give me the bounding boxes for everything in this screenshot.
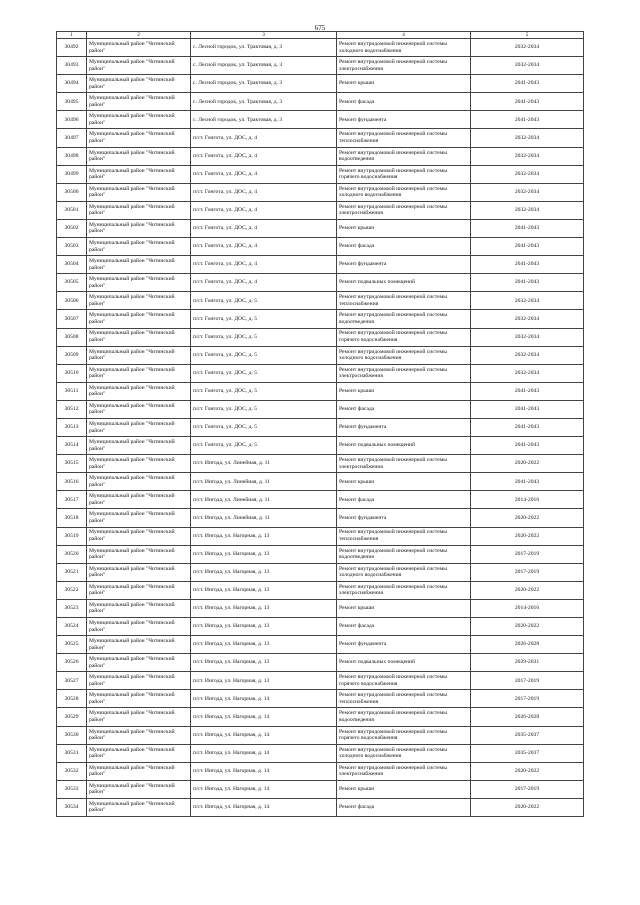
period-cell: 2020-2022 [471, 581, 584, 599]
table-row [57, 292, 584, 310]
work-type-cell: Ремонт внутридомовой инженерной системы теплоснабжения [337, 129, 471, 147]
work-type-cell: Ремонт внутридомовой инженерной системы электроснабжения [337, 364, 471, 382]
table-row [57, 798, 584, 816]
period-cell: 2032-2034 [471, 165, 584, 183]
row-number: 30498 [57, 147, 87, 165]
row-number: 30525 [57, 636, 87, 654]
work-type-cell: Ремонт внутридомовой инженерной системы теплоснабжения [337, 292, 471, 310]
row-number: 30534 [57, 798, 87, 816]
address-cell: с. Лесной городок, ул. Трактовая, д. 3 [191, 57, 337, 75]
work-type-cell: Ремонт внутридомовой инженерной системы холодного водоснабжения [337, 183, 471, 201]
work-type-cell: Ремонт внутридомовой инженерной системы горячего водоснабжения [337, 328, 471, 346]
work-type-cell: Ремонт крыши [337, 473, 471, 491]
row-number: 30514 [57, 437, 87, 455]
address-cell: п/ст. Ингода, ул. Нагорная, д. 14 [191, 798, 337, 816]
row-number: 30520 [57, 545, 87, 563]
municipality-cell: Муниципальный район "Читинский район" [87, 183, 191, 201]
work-type-cell: Ремонт фасада [337, 618, 471, 636]
period-cell: 2041-2043 [471, 274, 584, 292]
municipality-cell: Муниципальный район "Читинский район" [87, 75, 191, 93]
address-cell: п/ст. Ингода, ул. Линейная, д. 11 [191, 473, 337, 491]
period-cell: 2020-2022 [471, 762, 584, 780]
row-number: 30513 [57, 418, 87, 436]
municipality-cell: Муниципальный район "Читинский район" [87, 437, 191, 455]
table-row [57, 39, 584, 57]
row-number: 30529 [57, 708, 87, 726]
period-cell: 2041-2043 [471, 473, 584, 491]
municipality-cell: Муниципальный район "Читинский район" [87, 798, 191, 816]
row-number: 30506 [57, 292, 87, 310]
table-header [57, 32, 584, 39]
row-number: 30523 [57, 599, 87, 617]
work-type-cell: Ремонт внутридомовой инженерной системы электроснабжения [337, 455, 471, 473]
work-type-cell: Ремонт фасада [337, 491, 471, 509]
municipality-cell: Муниципальный район "Читинский район" [87, 491, 191, 509]
municipality-cell: Муниципальный район "Читинский район" [87, 39, 191, 57]
address-cell: с. Лесной городок, ул. Трактовая, д. 3 [191, 39, 337, 57]
table-row [57, 672, 584, 690]
municipality-cell: Муниципальный район "Читинский район" [87, 274, 191, 292]
period-cell: 2032-2034 [471, 147, 584, 165]
municipality-cell: Муниципальный район "Читинский район" [87, 57, 191, 75]
address-cell: п/ст. Гонгота, ул. ДОС, д. 4 [191, 165, 337, 183]
period-cell: 2041-2043 [471, 382, 584, 400]
address-cell: п/ст. Гонгота, ул. ДОС, д. 4 [191, 147, 337, 165]
period-cell: 2041-2043 [471, 93, 584, 111]
table-row [57, 219, 584, 237]
address-cell: п/ст. Ингода, ул. Нагорная, д. 14 [191, 762, 337, 780]
work-type-cell: Ремонт внутридомовой инженерной системы водоотведения [337, 147, 471, 165]
period-cell: 2041-2043 [471, 75, 584, 93]
header-row [57, 32, 584, 39]
period-cell: 2032-2034 [471, 39, 584, 57]
municipality-cell: Муниципальный район "Читинский район" [87, 708, 191, 726]
municipality-cell: Муниципальный район "Читинский район" [87, 400, 191, 418]
address-cell: п/ст. Гонгота, ул. ДОС, д. 4 [191, 256, 337, 274]
period-cell: 2041-2043 [471, 111, 584, 129]
work-type-cell: Ремонт фундамента [337, 111, 471, 129]
column-header-1: 1 [57, 32, 87, 39]
address-cell: п/ст. Гонгота, ул. ДОС, д. 5 [191, 418, 337, 436]
work-type-cell: Ремонт внутридомовой инженерной системы теплоснабжения [337, 690, 471, 708]
period-cell: 2041-2043 [471, 219, 584, 237]
row-number: 30496 [57, 111, 87, 129]
address-cell: п/ст. Гонгота, ул. ДОС, д. 5 [191, 292, 337, 310]
table-row [57, 636, 584, 654]
address-cell: п/ст. Ингода, ул. Нагорная, д. 13 [191, 636, 337, 654]
address-cell: с. Лесной городок, ул. Трактовая, д. 3 [191, 111, 337, 129]
address-cell: п/ст. Ингода, ул. Линейная, д. 11 [191, 491, 337, 509]
municipality-cell: Муниципальный район "Читинский район" [87, 418, 191, 436]
municipality-cell: Муниципальный район "Читинский район" [87, 310, 191, 328]
table-row [57, 491, 584, 509]
row-number: 30521 [57, 563, 87, 581]
address-cell: п/ст. Ингода, ул. Нагорная, д. 13 [191, 545, 337, 563]
period-cell: 2032-2034 [471, 346, 584, 364]
table-row [57, 111, 584, 129]
work-type-cell: Ремонт фундамента [337, 636, 471, 654]
period-cell: 2020-2022 [471, 618, 584, 636]
municipality-cell: Муниципальный район "Читинский район" [87, 473, 191, 491]
address-cell: п/ст. Ингода, ул. Нагорная, д. 14 [191, 708, 337, 726]
row-number: 30500 [57, 183, 87, 201]
municipality-cell: Муниципальный район "Читинский район" [87, 636, 191, 654]
address-cell: п/ст. Гонгота, ул. ДОС, д. 4 [191, 129, 337, 147]
address-cell: п/ст. Гонгота, ул. ДОС, д. 4 [191, 238, 337, 256]
municipality-cell: Муниципальный район "Читинский район" [87, 147, 191, 165]
table-row [57, 328, 584, 346]
row-number: 30507 [57, 310, 87, 328]
period-cell: 2029-2031 [471, 654, 584, 672]
table-row [57, 708, 584, 726]
address-cell: п/ст. Гонгота, ул. ДОС, д. 4 [191, 201, 337, 219]
municipality-cell: Муниципальный район "Читинский район" [87, 527, 191, 545]
work-type-cell: Ремонт фундамента [337, 509, 471, 527]
work-type-cell: Ремонт внутридомовой инженерной системы электроснабжения [337, 57, 471, 75]
work-type-cell: Ремонт подвальных помещений [337, 437, 471, 455]
address-cell: п/ст. Ингода, ул. Нагорная, д. 14 [191, 780, 337, 798]
work-type-cell: Ремонт фундамента [337, 418, 471, 436]
row-number: 30532 [57, 762, 87, 780]
work-type-cell: Ремонт внутридомовой инженерной системы горячего водоснабжения [337, 726, 471, 744]
row-number: 30517 [57, 491, 87, 509]
table-row [57, 473, 584, 491]
row-number: 30511 [57, 382, 87, 400]
municipality-cell: Муниципальный район "Читинский район" [87, 672, 191, 690]
table-row [57, 93, 584, 111]
table-row [57, 563, 584, 581]
address-cell: п/ст. Ингода, ул. Нагорная, д. 13 [191, 599, 337, 617]
work-type-cell: Ремонт крыши [337, 219, 471, 237]
row-number: 30524 [57, 618, 87, 636]
work-type-cell: Ремонт внутридомовой инженерной системы холодного водоснабжения [337, 346, 471, 364]
table-row [57, 201, 584, 219]
table-row [57, 310, 584, 328]
row-number: 30504 [57, 256, 87, 274]
work-type-cell: Ремонт крыши [337, 75, 471, 93]
period-cell: 2032-2034 [471, 292, 584, 310]
table-row [57, 165, 584, 183]
table-row [57, 509, 584, 527]
municipality-cell: Муниципальный район "Читинский район" [87, 455, 191, 473]
row-number: 30494 [57, 75, 87, 93]
municipality-cell: Муниципальный район "Читинский район" [87, 581, 191, 599]
work-type-cell: Ремонт внутридомовой инженерной системы водоотведения [337, 708, 471, 726]
work-type-cell: Ремонт внутридомовой инженерной системы холодного водоснабжения [337, 744, 471, 762]
work-type-cell: Ремонт внутридомовой инженерной системы холодного водоснабжения [337, 39, 471, 57]
repair-schedule-table [56, 31, 584, 817]
period-cell: 2017-2019 [471, 780, 584, 798]
work-type-cell: Ремонт внутридомовой инженерной системы горячего водоснабжения [337, 165, 471, 183]
row-number: 30497 [57, 129, 87, 147]
row-number: 30527 [57, 672, 87, 690]
period-cell: 2035-2037 [471, 726, 584, 744]
address-cell: п/ст. Ингода, ул. Нагорная, д. 14 [191, 744, 337, 762]
row-number: 30501 [57, 201, 87, 219]
table-row [57, 238, 584, 256]
column-header-3: 3 [191, 32, 337, 39]
municipality-cell: Муниципальный район "Читинский район" [87, 364, 191, 382]
address-cell: п/ст. Ингода, ул. Нагорная, д. 13 [191, 618, 337, 636]
work-type-cell: Ремонт подвальных помещений [337, 274, 471, 292]
period-cell: 2041-2043 [471, 418, 584, 436]
municipality-cell: Муниципальный район "Читинский район" [87, 346, 191, 364]
address-cell: п/ст. Ингода, ул. Линейная, д. 11 [191, 455, 337, 473]
row-number: 30499 [57, 165, 87, 183]
period-cell: 2032-2034 [471, 364, 584, 382]
municipality-cell: Муниципальный район "Читинский район" [87, 545, 191, 563]
column-header-4: 4 [337, 32, 471, 39]
table-row [57, 618, 584, 636]
table-row [57, 690, 584, 708]
municipality-cell: Муниципальный район "Читинский район" [87, 238, 191, 256]
period-cell: 2014-2016 [471, 599, 584, 617]
row-number: 30522 [57, 581, 87, 599]
row-number: 30510 [57, 364, 87, 382]
address-cell: п/ст. Гонгота, ул. ДОС, д. 5 [191, 310, 337, 328]
table-row [57, 346, 584, 364]
address-cell: с. Лесной городок, ул. Трактовая, д. 3 [191, 93, 337, 111]
period-cell: 2017-2019 [471, 563, 584, 581]
work-type-cell: Ремонт фасада [337, 798, 471, 816]
period-cell: 2032-2034 [471, 201, 584, 219]
row-number: 30530 [57, 726, 87, 744]
municipality-cell: Муниципальный район "Читинский район" [87, 111, 191, 129]
row-number: 30509 [57, 346, 87, 364]
row-number: 30505 [57, 274, 87, 292]
municipality-cell: Муниципальный район "Читинский район" [87, 744, 191, 762]
table-row [57, 57, 584, 75]
municipality-cell: Муниципальный район "Читинский район" [87, 165, 191, 183]
table-row [57, 581, 584, 599]
address-cell: п/ст. Гонгота, ул. ДОС, д. 5 [191, 364, 337, 382]
municipality-cell: Муниципальный район "Читинский район" [87, 219, 191, 237]
municipality-cell: Муниципальный район "Читинский район" [87, 509, 191, 527]
row-number: 30503 [57, 238, 87, 256]
period-cell: 2026-2028 [471, 636, 584, 654]
period-cell: 2041-2043 [471, 437, 584, 455]
period-cell: 2032-2034 [471, 310, 584, 328]
municipality-cell: Муниципальный район "Читинский район" [87, 328, 191, 346]
work-type-cell: Ремонт внутридомовой инженерной системы электроснабжения [337, 762, 471, 780]
table-row [57, 726, 584, 744]
work-type-cell: Ремонт внутридомовой инженерной системы электроснабжения [337, 201, 471, 219]
work-type-cell: Ремонт внутридомовой инженерной системы водоотведения [337, 310, 471, 328]
table-row [57, 75, 584, 93]
row-number: 30526 [57, 654, 87, 672]
municipality-cell: Муниципальный район "Читинский район" [87, 780, 191, 798]
row-number: 30518 [57, 509, 87, 527]
address-cell: п/ст. Ингода, ул. Нагорная, д. 14 [191, 690, 337, 708]
municipality-cell: Муниципальный район "Читинский район" [87, 762, 191, 780]
period-cell: 2014-2016 [471, 491, 584, 509]
period-cell: 2032-2034 [471, 183, 584, 201]
municipality-cell: Муниципальный район "Читинский район" [87, 129, 191, 147]
work-type-cell: Ремонт фасада [337, 93, 471, 111]
column-header-5: 5 [471, 32, 584, 39]
table-row [57, 129, 584, 147]
address-cell: п/ст. Гонгота, ул. ДОС, д. 4 [191, 219, 337, 237]
address-cell: п/ст. Ингода, ул. Нагорная, д. 13 [191, 654, 337, 672]
period-cell: 2032-2034 [471, 328, 584, 346]
address-cell: п/ст. Ингода, ул. Нагорная, д. 13 [191, 672, 337, 690]
row-number: 30528 [57, 690, 87, 708]
row-number: 30502 [57, 219, 87, 237]
page-number: 675 [314, 24, 326, 32]
municipality-cell: Муниципальный район "Читинский район" [87, 690, 191, 708]
period-cell: 2020-2022 [471, 509, 584, 527]
work-type-cell: Ремонт внутридомовой инженерной системы водоотведения [337, 545, 471, 563]
table-row [57, 744, 584, 762]
table-row [57, 654, 584, 672]
table-row [57, 400, 584, 418]
municipality-cell: Муниципальный район "Читинский район" [87, 726, 191, 744]
address-cell: п/ст. Ингода, ул. Линейная, д. 11 [191, 509, 337, 527]
period-cell: 2041-2043 [471, 238, 584, 256]
table-body [57, 39, 584, 817]
address-cell: п/ст. Ингода, ул. Нагорная, д. 14 [191, 726, 337, 744]
work-type-cell: Ремонт подвальных помещений [337, 654, 471, 672]
row-number: 30515 [57, 455, 87, 473]
address-cell: п/ст. Гонгота, ул. ДОС, д. 4 [191, 274, 337, 292]
row-number: 30516 [57, 473, 87, 491]
row-number: 30512 [57, 400, 87, 418]
address-cell: п/ст. Ингода, ул. Нагорная, д. 13 [191, 581, 337, 599]
table-row [57, 382, 584, 400]
address-cell: п/ст. Гонгота, ул. ДОС, д. 5 [191, 382, 337, 400]
municipality-cell: Муниципальный район "Читинский район" [87, 382, 191, 400]
table-row [57, 527, 584, 545]
row-number: 30531 [57, 744, 87, 762]
period-cell: 2020-2022 [471, 455, 584, 473]
table-row [57, 599, 584, 617]
table-row [57, 545, 584, 563]
work-type-cell: Ремонт фундамента [337, 256, 471, 274]
work-type-cell: Ремонт внутридомовой инженерной системы холодного водоснабжения [337, 563, 471, 581]
municipality-cell: Муниципальный район "Читинский район" [87, 292, 191, 310]
municipality-cell: Муниципальный район "Читинский район" [87, 201, 191, 219]
period-cell: 2032-2034 [471, 129, 584, 147]
period-cell: 2026-2028 [471, 708, 584, 726]
work-type-cell: Ремонт внутридомовой инженерной системы теплоснабжения [337, 527, 471, 545]
row-number: 30519 [57, 527, 87, 545]
period-cell: 2032-2034 [471, 57, 584, 75]
period-cell: 2041-2043 [471, 256, 584, 274]
period-cell: 2020-2022 [471, 527, 584, 545]
municipality-cell: Муниципальный район "Читинский район" [87, 563, 191, 581]
column-header-2: 2 [87, 32, 191, 39]
municipality-cell: Муниципальный район "Читинский район" [87, 599, 191, 617]
period-cell: 2017-2019 [471, 545, 584, 563]
table-row [57, 418, 584, 436]
municipality-cell: Муниципальный район "Читинский район" [87, 654, 191, 672]
municipality-cell: Муниципальный район "Читинский район" [87, 93, 191, 111]
address-cell: п/ст. Ингода, ул. Нагорная, д. 13 [191, 527, 337, 545]
row-number: 30508 [57, 328, 87, 346]
address-cell: п/ст. Ингода, ул. Нагорная, д. 13 [191, 563, 337, 581]
table-row [57, 274, 584, 292]
row-number: 30495 [57, 93, 87, 111]
table-row [57, 183, 584, 201]
table-row [57, 437, 584, 455]
address-cell: п/ст. Гонгота, ул. ДОС, д. 5 [191, 400, 337, 418]
work-type-cell: Ремонт крыши [337, 382, 471, 400]
table-row [57, 762, 584, 780]
work-type-cell: Ремонт фасада [337, 400, 471, 418]
address-cell: с. Лесной городок, ул. Трактовая, д. 3 [191, 75, 337, 93]
table-row [57, 364, 584, 382]
work-type-cell: Ремонт внутридомовой инженерной системы горячего водоснабжения [337, 672, 471, 690]
period-cell: 2035-2037 [471, 744, 584, 762]
period-cell: 2017-2019 [471, 690, 584, 708]
address-cell: п/ст. Гонгота, ул. ДОС, д. 5 [191, 437, 337, 455]
row-number: 30492 [57, 39, 87, 57]
table-row [57, 147, 584, 165]
address-cell: п/ст. Гонгота, ул. ДОС, д. 4 [191, 183, 337, 201]
table-row [57, 780, 584, 798]
address-cell: п/ст. Гонгота, ул. ДОС, д. 5 [191, 346, 337, 364]
work-type-cell: Ремонт крыши [337, 780, 471, 798]
work-type-cell: Ремонт крыши [337, 599, 471, 617]
table-row [57, 256, 584, 274]
work-type-cell: Ремонт фасада [337, 238, 471, 256]
municipality-cell: Муниципальный район "Читинский район" [87, 256, 191, 274]
municipality-cell: Муниципальный район "Читинский район" [87, 618, 191, 636]
work-type-cell: Ремонт внутридомовой инженерной системы электроснабжения [337, 581, 471, 599]
period-cell: 2020-2022 [471, 798, 584, 816]
table-row [57, 455, 584, 473]
period-cell: 2041-2043 [471, 400, 584, 418]
row-number: 30493 [57, 57, 87, 75]
row-number: 30533 [57, 780, 87, 798]
period-cell: 2017-2019 [471, 672, 584, 690]
address-cell: п/ст. Гонгота, ул. ДОС, д. 5 [191, 328, 337, 346]
